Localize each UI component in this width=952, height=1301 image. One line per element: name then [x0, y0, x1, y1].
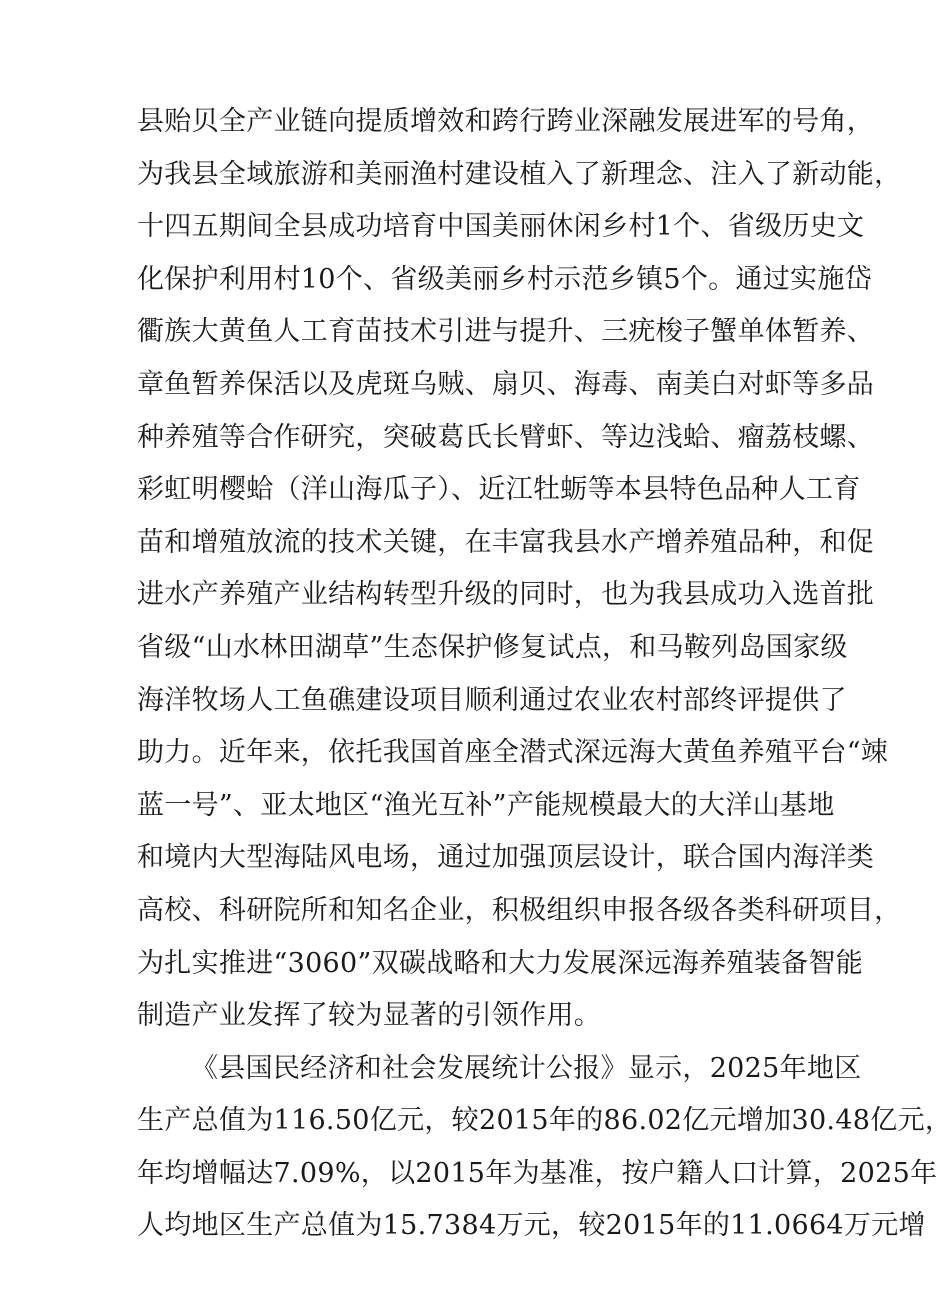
text-line: 人均地区生产总值为15.7384万元，较2015年的11.0664万元增 — [137, 1210, 926, 1242]
text-line: 苗和增殖放流的技术关键，在丰富我县水产增养殖品种，和促 — [137, 526, 875, 558]
text-line: 进水产养殖产业结构转型升级的同时，也为我县成功入选首批 — [137, 579, 875, 611]
text-line: 为扎实推进“3060”双碳战略和大力发展深远海养殖装备智能 — [137, 947, 864, 979]
text-line: 和境内大型海陆风电场，通过加强顶层设计，联合国内海洋类 — [137, 842, 875, 874]
text-line: 生产总值为116.50亿元，较2015年的86.02亿元增加30.48亿元， — [137, 1105, 952, 1137]
paragraph-2 — [137, 1043, 952, 1253]
paragraph-1 — [137, 96, 902, 1043]
text-line: 为我县全域旅游和美丽渔村建设植入了新理念、注入了新动能， — [137, 158, 902, 190]
text-line: 年均增幅达7.09%，以2015年为基准，按户籍人口计算，2025年 — [137, 1157, 938, 1189]
text-line: 《县国民经济和社会发展统计公报》显示，2025年地区 — [191, 1052, 862, 1084]
text-line: 蓝一号”、亚太地区“渔光互补”产能规模最大的大洋山基地 — [137, 789, 835, 821]
text-line: 助力。近年来，依托我国首座全潜式深远海大黄鱼养殖平台“竦 — [137, 737, 889, 769]
text-line: 县贻贝全产业链向提质增效和跨行跨业深融发展进军的号角， — [137, 106, 875, 137]
text-line: 十四五期间全县成功培育中国美丽休闲乡村1个、省级历史文 — [137, 211, 865, 243]
text-line: 彩虹明樱蛤（洋山海瓜子）、近江牡蛎等本县特色品种人工育 — [137, 474, 861, 506]
body-text — [137, 96, 952, 1253]
text-line: 高校、科研院所和知名企业，积极组织申报各级各类科研项目， — [137, 894, 902, 926]
text-line: 章鱼暂养保活以及虎斑乌贼、扇贝、海毒、南美白对虾等多品 — [137, 368, 875, 400]
text-line: 制造产业发挥了较为显著的引领作用。 — [137, 1000, 602, 1032]
text-line: 衢族大黄鱼人工育苗技术引进与提升、三疣梭子蟹单体暂养、 — [137, 316, 875, 348]
text-line: 海洋牧场人工鱼礁建设项目顺利通过农业农村部终评提供了 — [137, 684, 847, 716]
text-line: 化保护利用村10个、省级美丽乡村示范乡镇5个。通过实施岱 — [137, 263, 872, 295]
text-line: 种养殖等合作研究，突破葛氏长臂虾、等边浅蛤、瘤荔枝螺、 — [137, 421, 875, 453]
text-line: 省级“山水林田湖草”生态保护修复试点，和马鞍列岛国家级 — [137, 631, 848, 663]
